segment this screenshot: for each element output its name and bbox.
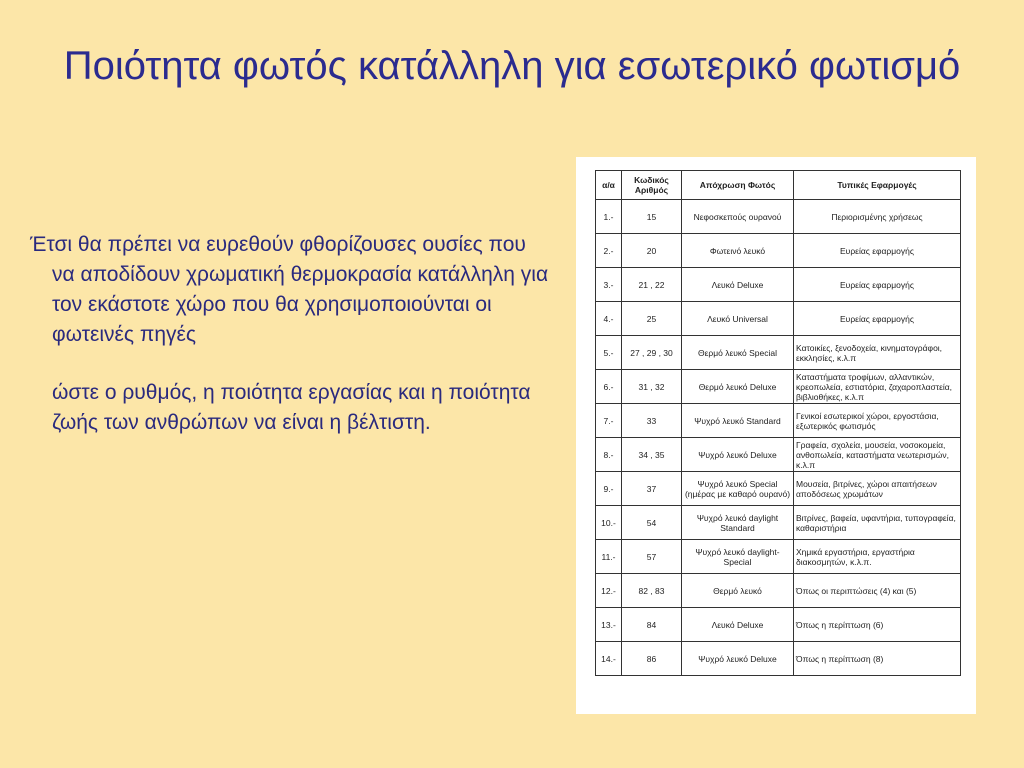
table-body <box>596 200 961 676</box>
cell-shade: Νεφοσκεπούς ουρανού <box>682 200 794 234</box>
cell-shade: Ψυχρό λευκό Deluxe <box>682 642 794 676</box>
table-row <box>596 370 961 404</box>
cell-code: 15 <box>622 200 682 234</box>
cell-applications: Καταστήματα τροφίμων, αλλαντικών, κρεοπωλεία, εστιατόρια, ζαχαροπλαστεία, βιβλιοθήκες, κ.λ.π <box>794 370 961 404</box>
cell-code: 37 <box>622 472 682 506</box>
cell-applications: Μουσεία, βιτρίνες, χώροι απαιτήσεων αποδόσεως χρωμάτων <box>794 472 961 506</box>
cell-number: 7.- <box>596 404 622 438</box>
cell-applications: Βιτρίνες, βαφεία, υφαντήρια, τυπογραφεία, καθαριστήρια <box>794 506 961 540</box>
cell-shade: Θερμό λευκό Deluxe <box>682 370 794 404</box>
cell-code: 34 , 35 <box>622 438 682 472</box>
cell-number: 2.- <box>596 234 622 268</box>
paragraph-1: Έτσι θα πρέπει να ευρεθούν φθορίζουσες ουσίες που να αποδίδουν χρωματική θερμοκρασία κατάλληλη για τον εκάστοτε χώρο που θα χρησιμοποιούνται οι φωτεινές πηγές <box>30 233 549 346</box>
table-header-row <box>596 171 961 200</box>
cell-code: 20 <box>622 234 682 268</box>
header-applications: Τυπικές Εφαρμογές <box>794 171 961 200</box>
cell-shade: Λευκό Universal <box>682 302 794 336</box>
cell-shade: Λευκό Deluxe <box>682 608 794 642</box>
table-row <box>596 336 961 370</box>
cell-number: 3.- <box>596 268 622 302</box>
cell-code: 84 <box>622 608 682 642</box>
fluorescent-codes-table <box>595 170 961 676</box>
slide-title: Ποιότητα φωτός κατάλληλη για εσωτερικό φωτισμό <box>63 44 961 88</box>
body-text <box>30 230 550 466</box>
cell-code: 57 <box>622 540 682 574</box>
cell-code: 21 , 22 <box>622 268 682 302</box>
table-row <box>596 234 961 268</box>
cell-applications: Ευρείας εφαρμογής <box>794 234 961 268</box>
cell-code: 31 , 32 <box>622 370 682 404</box>
header-number: α/α <box>596 171 622 200</box>
cell-applications: Ευρείας εφαρμογής <box>794 268 961 302</box>
cell-shade: Ψυχρό λευκό Deluxe <box>682 438 794 472</box>
table-row <box>596 404 961 438</box>
cell-code: 33 <box>622 404 682 438</box>
table-row <box>596 540 961 574</box>
cell-code: 86 <box>622 642 682 676</box>
cell-shade: Φωτεινό λευκό <box>682 234 794 268</box>
cell-number: 8.- <box>596 438 622 472</box>
table-row <box>596 642 961 676</box>
cell-number: 9.- <box>596 472 622 506</box>
cell-number: 12.- <box>596 574 622 608</box>
cell-code: 27 , 29 , 30 <box>622 336 682 370</box>
cell-applications: Ευρείας εφαρμογής <box>794 302 961 336</box>
cell-applications: Κατοικίες, ξενοδοχεία, κινηματογράφοι, εκκλησίες, κ.λ.π <box>794 336 961 370</box>
header-code: Κωδικός Αριθμός <box>622 171 682 200</box>
cell-code: 54 <box>622 506 682 540</box>
cell-number: 1.- <box>596 200 622 234</box>
cell-number: 11.- <box>596 540 622 574</box>
table-row <box>596 268 961 302</box>
cell-applications: Γραφεία, σχολεία, μουσεία, νοσοκομεία, ανθοπωλεία, καταστήματα νεωτερισμών, κ.λ.π <box>794 438 961 472</box>
table-row <box>596 472 961 506</box>
cell-number: 13.- <box>596 608 622 642</box>
table-row <box>596 608 961 642</box>
cell-applications: Όπως η περίπτωση (6) <box>794 608 961 642</box>
cell-shade: Ψυχρό λευκό Special (ημέρας με καθαρό ουρανό) <box>682 472 794 506</box>
cell-shade: Θερμό λευκό Special <box>682 336 794 370</box>
header-shade: Απόχρωση Φωτός <box>682 171 794 200</box>
cell-shade: Θερμό λευκό <box>682 574 794 608</box>
cell-shade: Ψυχρό λευκό daylight- Special <box>682 540 794 574</box>
cell-applications: Γενικοί εσωτερικοί χώροι, εργοστάσια, εξωτερικός φωτισμός <box>794 404 961 438</box>
cell-number: 5.- <box>596 336 622 370</box>
cell-number: 6.- <box>596 370 622 404</box>
cell-number: 14.- <box>596 642 622 676</box>
cell-applications: Χημικά εργαστήρια, εργαστήρια διακοσμητών, κ.λ.π. <box>794 540 961 574</box>
cell-code: 82 , 83 <box>622 574 682 608</box>
paragraph-2: ώστε ο ρυθμός, η ποιότητα εργασίας και η ποιότητα ζωής των ανθρώπων να είναι η βέλτιστη. <box>52 381 531 434</box>
table-row <box>596 438 961 472</box>
table-row <box>596 574 961 608</box>
cell-shade: Λευκό Deluxe <box>682 268 794 302</box>
table-row <box>596 506 961 540</box>
table-row <box>596 200 961 234</box>
cell-applications: Όπως η περίπτωση (8) <box>794 642 961 676</box>
cell-applications: Όπως οι περιπτώσεις (4) και (5) <box>794 574 961 608</box>
table-row <box>596 302 961 336</box>
cell-code: 25 <box>622 302 682 336</box>
scanned-table-image <box>576 157 976 714</box>
cell-shade: Ψυχρό λευκό daylight Standard <box>682 506 794 540</box>
cell-number: 4.- <box>596 302 622 336</box>
cell-number: 10.- <box>596 506 622 540</box>
cell-shade: Ψυχρό λευκό Standard <box>682 404 794 438</box>
cell-applications: Περιορισμένης χρήσεως <box>794 200 961 234</box>
